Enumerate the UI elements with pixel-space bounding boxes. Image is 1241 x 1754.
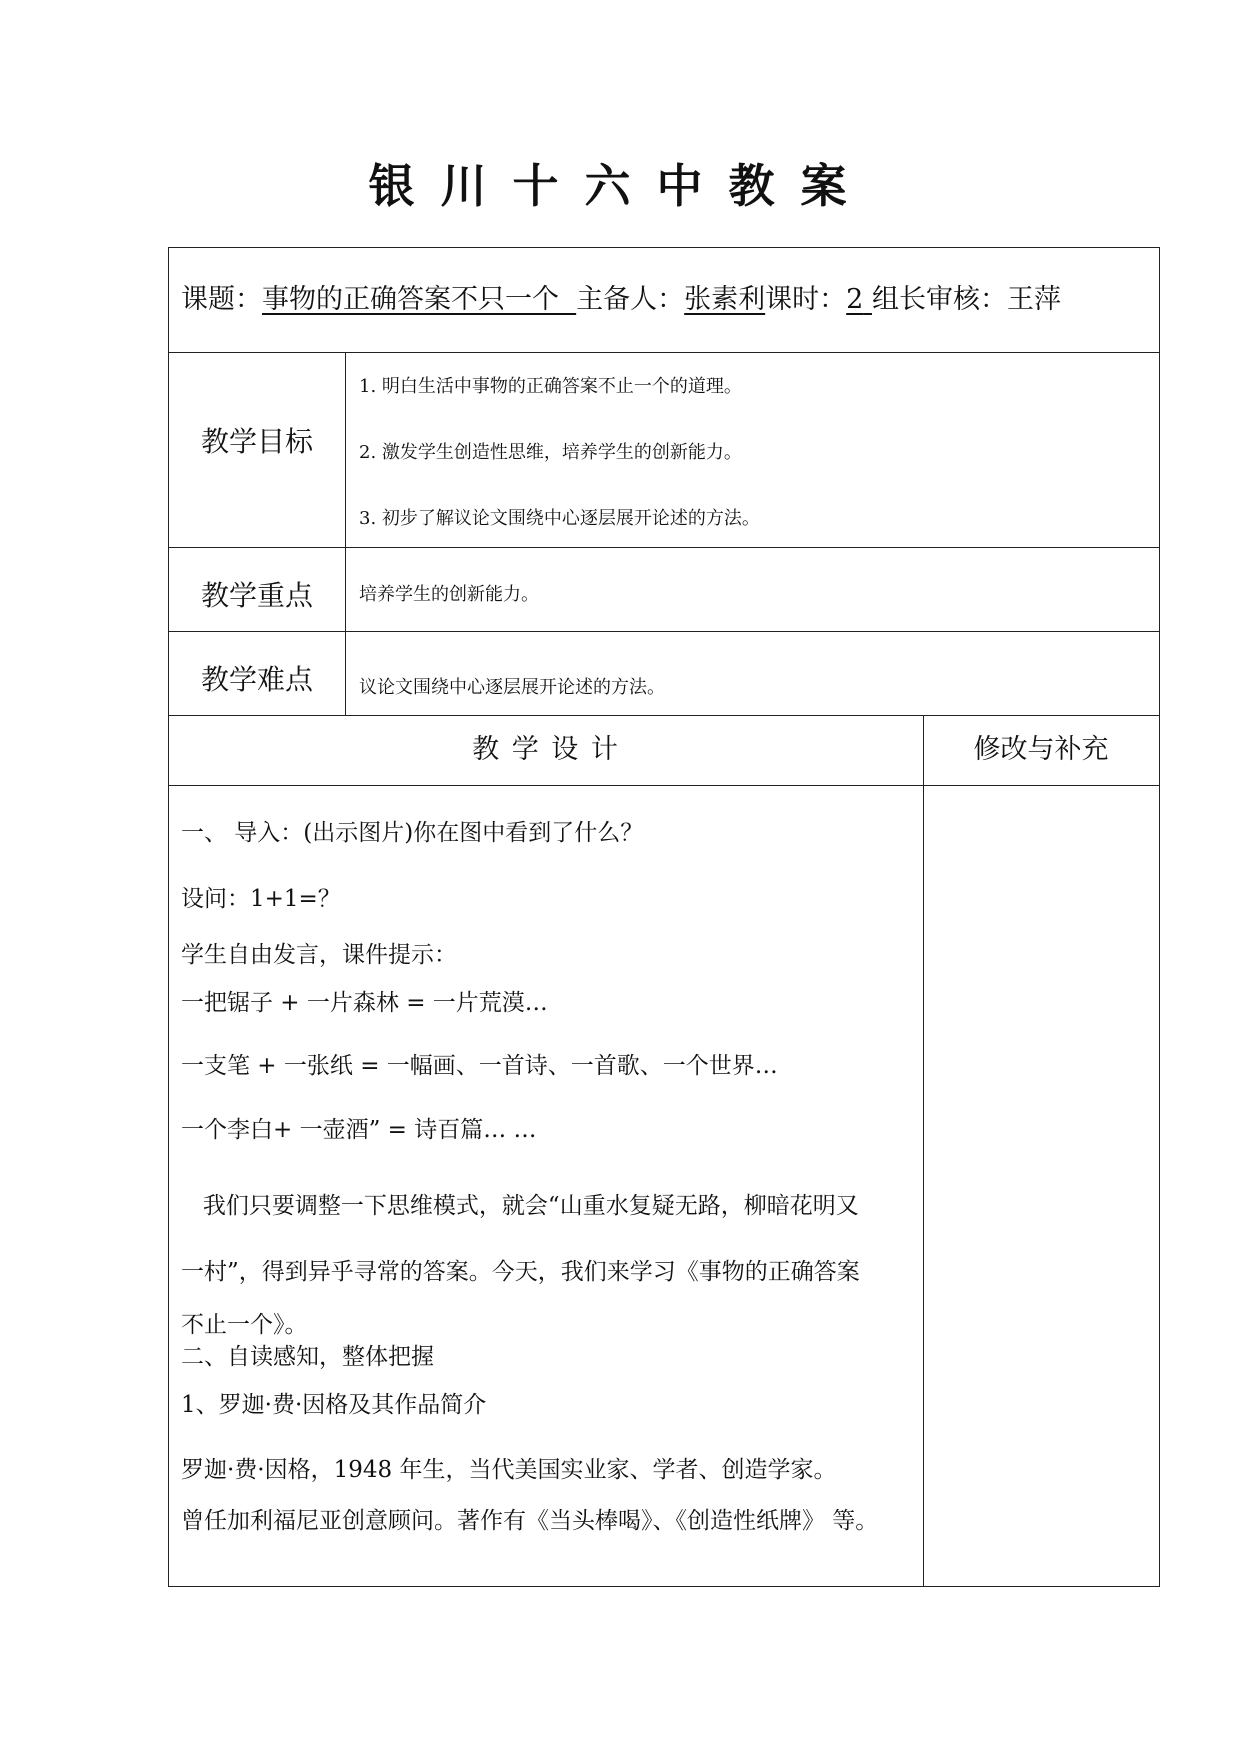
review-label: 组长审核：: [871, 284, 1007, 315]
author-label: 主备人：: [576, 284, 685, 315]
design-line: 罗迦·费·因格，1948 年生，当代美国实业家、学者、创造学家。: [181, 1457, 837, 1483]
objectives-label: 教学目标: [200, 425, 313, 458]
header-row: [181, 248, 1061, 352]
key-point-text: 培养学生的创新能力。: [359, 584, 539, 605]
objective-item: 1. 明白生活中事物的正确答案不止一个的道理。: [359, 376, 742, 397]
revision-heading: 修改与补充: [973, 734, 1109, 765]
design-line: 一把锯子 + 一片森林 = 一片荒漠…: [181, 990, 548, 1016]
topic-label: 课题：: [181, 284, 262, 315]
topic-value: 事物的正确答案不只一个: [262, 284, 559, 315]
divider: [169, 352, 1159, 353]
key-point-label: 教学重点: [200, 579, 313, 612]
design-line: 一村”，得到异乎寻常的答案。今天，我们来学习《事物的正确答案: [181, 1259, 860, 1285]
design-line: 1、罗迦·费·因格及其作品简介: [181, 1392, 487, 1418]
divider: [169, 547, 1159, 548]
design-line: 一、 导入：(出示图片)你在图中看到了什么？: [181, 820, 644, 846]
lesson-plan-table: [168, 247, 1160, 1587]
design-line: 我们只要调整一下思维模式，就会“山重水复疑无路，柳暗花明又: [181, 1193, 859, 1219]
objective-item: 3. 初步了解议论文围绕中心逐层展开论述的方法。: [359, 508, 760, 529]
design-line: 学生自由发言，课件提示：: [181, 942, 457, 968]
design-line: 二、自读感知，整体把握: [181, 1344, 434, 1370]
design-line: 设问：1+1=？: [181, 886, 341, 912]
divider: [169, 785, 1159, 786]
divider: [169, 631, 1159, 632]
difficulty-text: 议论文围绕中心逐层展开论述的方法。: [359, 677, 665, 698]
design-line: 一个李白+ 一壶酒” = 诗百篇… …: [181, 1117, 537, 1143]
design-heading: 教 学 设 计: [472, 734, 620, 765]
design-line: 不止一个》。: [181, 1312, 308, 1338]
objective-item: 2. 激发学生创造性思维，培养学生的创新能力。: [359, 442, 742, 463]
difficulty-label: 教学难点: [200, 663, 313, 696]
column-divider: [923, 715, 924, 1586]
design-line: 一支笔 + 一张纸 = 一幅画、一首诗、一首歌、一个世界…: [181, 1053, 778, 1079]
author-value: 张素利: [684, 284, 766, 315]
hours-value: 2: [846, 284, 864, 315]
hours-label: 课时：: [765, 284, 847, 315]
column-divider: [345, 352, 346, 715]
page-title: 银川十六中教案: [368, 159, 873, 213]
design-line: 曾任加利福尼亚创意顾问。著作有《当头棒喝》、《创造性纸牌》 等。: [181, 1508, 879, 1534]
reviewer-value: 王萍: [1006, 284, 1061, 315]
